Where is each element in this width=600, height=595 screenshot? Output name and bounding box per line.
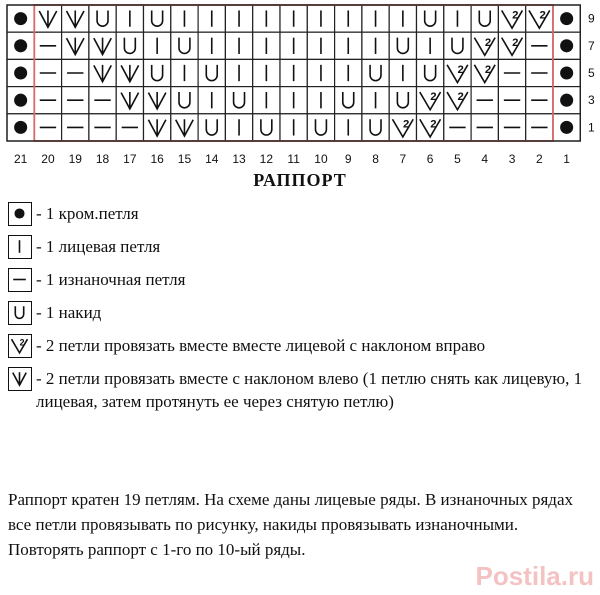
chart-cell [7,87,34,114]
legend-item-knit [8,235,593,259]
chart-cell [62,32,89,59]
legend-item-edge-stitch [8,202,593,226]
chart-cell [225,5,252,32]
right-slant-decrease-icon [8,334,32,358]
chart-cell [526,5,553,32]
vertical-line-icon [8,235,32,259]
svg-text:2: 2 [430,91,437,104]
column-number: 1 [563,152,570,166]
pattern-note: Раппорт кратен 19 петлям. На схеме даны лицевые ряды. В изнаночных рядах все петли провязывать по рисунку, накиды провязывать изнаночными. Повторять раппорт с 1-го по 10-ый ряды. [8,490,574,559]
svg-text:2: 2 [539,9,546,22]
chart-cell [307,5,334,32]
chart-cell [7,32,34,59]
chart-cell [34,87,61,114]
column-number: 7 [399,152,407,166]
chart-cell [62,114,89,141]
legend-text: - 2 петли провязать вместе вместе лицевой с наклоном вправо [36,336,486,355]
chart-cell [362,32,389,59]
chart-cell [280,87,307,114]
chart-cell [34,59,61,86]
chart-cell [34,32,61,59]
chart-cell [498,5,525,32]
chart-cell [34,5,61,32]
legend-text: - 2 петли провязать вместе с наклоном влево (1 петлю снять как лицевую, 1 лицевая, затем протянуть ее через снятую петлю) [36,369,583,411]
chart-cell [253,5,280,32]
chart-cell [116,5,143,32]
column-number: 3 [508,152,516,166]
chart-cell [144,32,171,59]
legend-item-right-decrease [8,334,593,358]
chart-cell [526,59,553,86]
legend-item-yarn-over [8,301,593,325]
chart-cell [471,59,498,86]
legend-item-purl [8,268,593,292]
chart-cell [444,32,471,59]
chart-cell [389,32,416,59]
chart-cell [307,32,334,59]
column-number: 19 [68,152,82,166]
chart-cell [417,59,444,86]
svg-text:2: 2 [430,118,437,131]
svg-text:2: 2 [457,64,464,76]
chart-cell [444,114,471,141]
svg-text:2: 2 [512,36,519,49]
chart-cell [253,32,280,59]
legend-text: - 1 накид [36,303,102,322]
svg-text:2: 2 [484,64,492,76]
svg-text:2: 2 [457,91,464,104]
chart-cell [335,59,362,86]
column-number: 21 [13,152,28,166]
chart-cell [362,87,389,114]
chart-cell [171,32,198,59]
chart-cell [89,5,116,32]
chart-cell [553,114,580,141]
chart-cell [116,59,143,86]
chart-cell [526,32,553,59]
chart-cell [171,87,198,114]
chart-cell [471,87,498,114]
legend-item-left-decrease [8,367,593,413]
u-icon [8,301,32,325]
column-number: 10 [314,152,328,166]
legend-text: - 1 кром.петля [36,204,139,223]
chart-cell [225,87,252,114]
watermark: Postila.ru [475,561,594,591]
chart-cell [198,32,225,59]
chart-cell [89,59,116,86]
chart-cell [498,32,525,59]
chart-cell [553,5,580,32]
column-number: 13 [232,152,246,166]
svg-text:2: 2 [512,9,519,22]
chart-cell [89,32,116,59]
chart-cell [116,87,143,114]
chart-cell [417,32,444,59]
chart-cell [498,87,525,114]
chart-cell [444,87,471,114]
chart-cell [253,59,280,86]
horizontal-line-icon [8,268,32,292]
column-number: 18 [95,152,110,166]
chart-cell [198,87,225,114]
chart-cell [225,114,252,141]
chart-cell [389,59,416,86]
chart-cell [335,87,362,114]
column-number: 8 [372,152,379,166]
chart-cell [307,87,334,114]
chart-cell [171,59,198,86]
chart-cell [526,87,553,114]
chart-cell [253,87,280,114]
column-number: 9 [344,152,352,166]
chart-cell [198,59,225,86]
chart-cell [280,32,307,59]
chart-cell [171,114,198,141]
chart-cell [335,5,362,32]
chart-cell [362,114,389,141]
chart-cell [7,5,34,32]
chart-cell [498,114,525,141]
column-number: 20 [41,152,55,166]
chart-cell [89,87,116,114]
svg-text:2: 2 [484,36,492,49]
legend-text: - 1 лицевая петля [36,237,161,256]
chart-grid [7,5,580,141]
knitting-chart [0,0,600,168]
chart-cell [253,114,280,141]
chart-cell [89,114,116,141]
chart-cell [553,87,580,114]
chart-cell [417,5,444,32]
row-number: 7 [587,38,595,53]
chart-cell [553,59,580,86]
chart-cell [417,114,444,141]
chart-cell [335,32,362,59]
svg-text:2: 2 [19,337,25,348]
row-number: 1 [587,120,595,135]
chart-cell [526,114,553,141]
chart-cell [62,87,89,114]
chart-cell [389,114,416,141]
column-number: 6 [426,152,434,166]
chart-cell [144,59,171,86]
chart-cell [307,59,334,86]
column-number: 15 [177,152,192,166]
chart-cell [144,5,171,32]
chart-cell [553,32,580,59]
column-number: 16 [150,152,164,166]
chart-cell [34,114,61,141]
chart-cell [444,5,471,32]
chart-cell [62,59,89,86]
chart-cell [116,114,143,141]
chart-cell [471,5,498,32]
chart-cell [362,59,389,86]
column-number: 5 [454,152,461,166]
svg-text:2: 2 [402,118,410,131]
chart-cell [280,59,307,86]
chart-cell [198,5,225,32]
chart-cell [116,32,143,59]
chart-title: РАППОРТ [253,170,347,190]
chart-cell [198,114,225,141]
legend [8,202,593,422]
row-number: 3 [587,93,595,108]
left-slant-decrease-icon [8,367,32,391]
chart-cell [389,87,416,114]
chart-cell [362,5,389,32]
column-number: 2 [536,152,543,166]
chart-cell [225,59,252,86]
column-number: 4 [481,152,489,166]
row-number: 5 [587,66,595,80]
chart-cell [144,114,171,141]
chart-cell [225,32,252,59]
chart-cell [62,5,89,32]
chart-cell [171,5,198,32]
chart-cell [144,87,171,114]
chart-cell [444,59,471,86]
chart-cell [471,114,498,141]
column-number: 12 [259,152,274,166]
dot-icon [8,202,32,226]
chart-cell [280,114,307,141]
chart-cell [280,5,307,32]
chart-cell [471,32,498,59]
column-number: 11 [287,152,300,166]
legend-text: - 1 изнаночная петля [36,270,186,289]
row-number: 9 [587,11,595,26]
chart-cell [307,114,334,141]
column-number: 14 [205,152,219,166]
chart-cell [498,59,525,86]
chart-cell [417,87,444,114]
chart-cell [7,59,34,86]
column-number: 17 [123,152,137,166]
chart-cell [7,114,34,141]
chart-cell [335,114,362,141]
chart-cell [389,5,416,32]
